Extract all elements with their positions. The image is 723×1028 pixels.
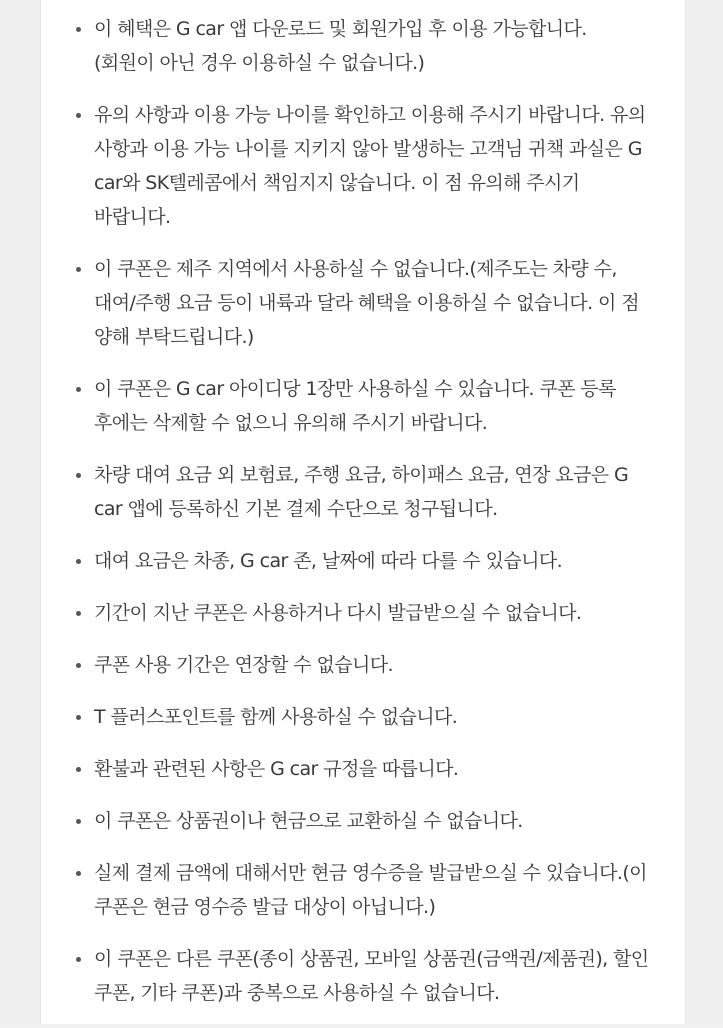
bullet-icon <box>76 267 81 272</box>
notice-text: 이 쿠폰은 제주 지역에서 사용하실 수 없습니다.(제주도는 차량 수, 대여/주행 요금 등이 내륙과 달라 혜택을 이용하실 수 없습니다. 이 점 양해 부탁드립니다.) <box>94 258 639 348</box>
notice-text: 실제 결제 금액에 대해서만 현금 영수증을 발급받으실 수 있습니다.(이 쿠폰은 현금 영수증 발급 대상이 아닙니다.) <box>94 862 647 918</box>
bullet-icon <box>76 611 81 616</box>
bullet-icon <box>76 767 81 772</box>
bullet-icon <box>76 27 81 32</box>
bullet-icon <box>76 559 81 564</box>
bullet-icon <box>76 663 81 668</box>
bullet-icon <box>76 819 81 824</box>
bullet-icon <box>76 113 81 118</box>
bullet-icon <box>76 473 81 478</box>
notice-item <box>74 98 649 234</box>
notice-item <box>74 372 649 440</box>
notice-item <box>74 856 649 924</box>
notice-text: 이 쿠폰은 다른 쿠폰(종이 상품권, 모바일 상품권(금액권/제품권), 할인 쿠폰, 기타 쿠폰)과 중복으로 사용하실 수 없습니다. <box>94 948 649 1004</box>
notice-text: 차량 대여 요금 외 보험료, 주행 요금, 하이패스 요금, 연장 요금은 G car 앱에 등록하신 기본 결제 수단으로 청구됩니다. <box>94 464 629 520</box>
notice-item <box>74 544 649 578</box>
notice-text: 기간이 지난 쿠폰은 사용하거나 다시 발급받으실 수 없습니다. <box>94 602 582 624</box>
notice-item <box>74 700 649 734</box>
notice-text: 이 혜택은 G car 앱 다운로드 및 회원가입 후 이용 가능합니다. (회원이 아닌 경우 이용하실 수 없습니다.) <box>94 18 587 74</box>
notice-item <box>74 458 649 526</box>
notice-item <box>74 942 649 1010</box>
notice-text: 유의 사항과 이용 가능 나이를 확인하고 이용해 주시기 바랍니다. 유의 사항과 이용 가능 나이를 지키지 않아 발생하는 고객님 귀책 과실은 G car와 SK텔레콤에서 책임지지 않습니다. 이 점 유의해 주시기 바랍니다. <box>94 104 646 228</box>
notice-list <box>74 12 649 1028</box>
notice-text: 환불과 관련된 사항은 G car 규정을 따릅니다. <box>94 758 459 780</box>
bullet-icon <box>76 957 81 962</box>
notice-item <box>74 648 649 682</box>
notice-text: T 플러스포인트를 함께 사용하실 수 없습니다. <box>94 706 458 728</box>
notice-text: 대여 요금은 차종, G car 존, 날짜에 따라 다를 수 있습니다. <box>94 550 563 572</box>
notice-text: 이 쿠폰은 G car 아이디당 1장만 사용하실 수 있습니다. 쿠폰 등록 후에는 삭제할 수 없으니 유의해 주시기 바랍니다. <box>94 378 616 434</box>
notice-text: 이 쿠폰은 상품권이나 현금으로 교환하실 수 없습니다. <box>94 810 523 832</box>
notice-card <box>40 0 686 1024</box>
bullet-icon <box>76 387 81 392</box>
notice-item <box>74 596 649 630</box>
bullet-icon <box>76 715 81 720</box>
bullet-icon <box>76 871 81 876</box>
notice-item <box>74 752 649 786</box>
notice-item <box>74 252 649 354</box>
notice-item <box>74 12 649 80</box>
notice-text: 쿠폰 사용 기간은 연장할 수 없습니다. <box>94 654 393 676</box>
notice-item <box>74 804 649 838</box>
